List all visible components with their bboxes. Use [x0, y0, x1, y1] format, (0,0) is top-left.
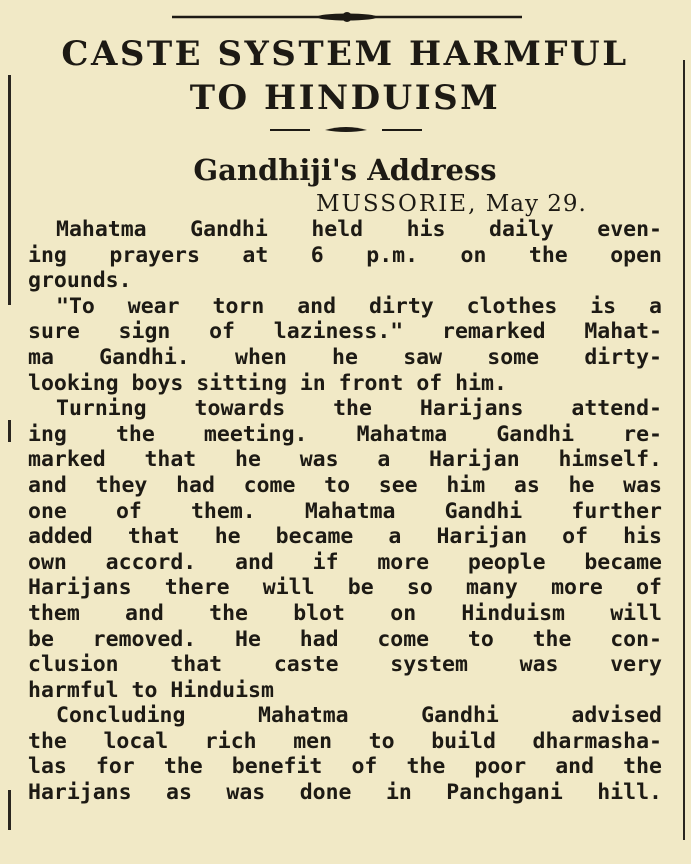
- article-line: the local rich men to build dharmasha-: [28, 728, 662, 754]
- dateline-date: May 29.: [485, 191, 587, 217]
- subheadline: Gandhiji's Address: [193, 153, 497, 187]
- article-line: harmful to Hinduism: [28, 677, 274, 703]
- article-line: sure sign of laziness." remarked Mahat-: [28, 319, 662, 345]
- dateline-place: MUSSORIE,: [316, 191, 478, 217]
- article-line: Concluding Mahatma Gandhi advised: [56, 703, 662, 729]
- headline-line-2: TO HINDUISM: [189, 78, 501, 118]
- headline-line-1: CASTE SYSTEM HARMFUL: [61, 34, 629, 74]
- article-line: be removed. He had come to the con-: [28, 626, 662, 652]
- left-margin-line: [8, 75, 11, 305]
- article-line: grounds.: [28, 268, 132, 294]
- article-line: Mahatma Gandhi held his daily even-: [56, 217, 662, 242]
- dateline: [316, 190, 587, 218]
- top-ornament-rule: [172, 12, 522, 22]
- article-line: Harijans as was done in Panchgani hill.: [28, 780, 662, 806]
- left-margin-tick: [8, 420, 11, 442]
- article-line: and they had come to see him as he was: [28, 472, 662, 498]
- article-line: ma Gandhi. when he saw some dirty-: [28, 344, 662, 370]
- article-line: marked that he was a Harijan himself.: [28, 447, 662, 473]
- divider-ornament: [270, 124, 422, 134]
- article-line: clusion that caste system was very: [28, 652, 662, 678]
- right-margin-line: [683, 60, 685, 840]
- article-line: looking boys sitting in front of him.: [28, 370, 507, 396]
- article-line: "To wear torn and dirty clothes is a: [56, 293, 662, 319]
- article-line: them and the blot on Hinduism will: [28, 600, 662, 626]
- left-margin-tick: [8, 790, 11, 830]
- article-line: Turning towards the Harijans attend-: [56, 396, 662, 422]
- article-line: Harijans there will be so many more of: [28, 575, 662, 601]
- headline: [30, 32, 660, 120]
- article-line: own accord. and if more people became: [28, 549, 662, 575]
- article-line: ing prayers at 6 p.m. on the open: [28, 242, 662, 268]
- article-body: [28, 217, 662, 806]
- article-line: ing the meeting. Mahatma Gandhi re-: [28, 421, 662, 447]
- article-line: las for the benefit of the poor and the: [28, 754, 662, 780]
- article-line: one of them. Mahatma Gandhi further: [28, 498, 662, 524]
- article-line: added that he became a Harijan of his: [28, 524, 662, 550]
